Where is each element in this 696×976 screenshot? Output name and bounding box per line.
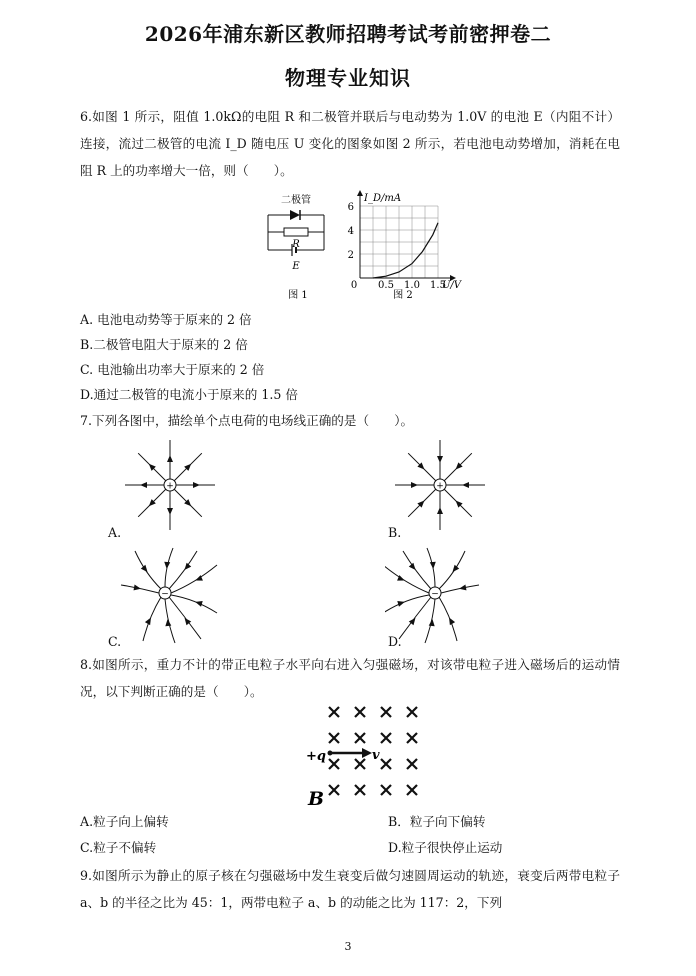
q6-option-c: C. 电池输出功率大于原来的 2 倍: [80, 362, 265, 377]
field-arrowhead: [437, 456, 443, 463]
q7-label-d: D.: [388, 634, 402, 649]
question-9-text: 9.如图所示为静止的原子核在匀强磁场中发生衰变后做匀速圆周运动的轨迹，衰变后两带电粒子 a、b 的半径之比为 45：1，两带电粒子 a、b 的动能之比为 117：2，下列: [80, 868, 620, 910]
velocity-label: v: [372, 748, 380, 763]
field-line: [121, 585, 159, 593]
charge-sign: −: [161, 589, 169, 600]
field-arrowhead: [167, 508, 173, 515]
field-line: [169, 551, 197, 589]
question-7-text: 7.下列各图中，描绘单个点电荷的电场线正确的是（ ）。: [80, 413, 414, 428]
field-arrowhead: [409, 563, 416, 570]
field-diagram-d: [385, 545, 495, 645]
field-line: [439, 597, 457, 641]
field-line: [169, 597, 201, 639]
field-line: [143, 597, 161, 641]
x-tick-label: 0: [350, 280, 358, 291]
field-arrowhead: [164, 562, 170, 569]
y-axis-arrow: [357, 190, 363, 196]
field-arrowhead: [134, 585, 141, 591]
field-line: [439, 551, 465, 589]
charge-sign: +: [436, 481, 444, 492]
q7-label-a: A.: [108, 525, 122, 540]
field-arrowhead: [430, 562, 436, 569]
iu-curve: [373, 223, 438, 278]
field-arrowhead: [141, 565, 148, 572]
q8-option-b: B．粒子向下偏转: [388, 814, 486, 829]
velocity-arrowhead: [362, 748, 372, 758]
q6-option-d: D.通过二极管的电流小于原来的 1.5 倍: [80, 387, 298, 402]
field-arrowhead: [411, 482, 418, 488]
field-label: B: [308, 788, 325, 810]
page-subtitle: 物理专业知识: [285, 66, 411, 90]
field-arrowhead: [452, 565, 459, 572]
diode-symbol: [290, 210, 300, 220]
field-line: [135, 551, 161, 589]
q6-option-b: B.二极管电阻大于原来的 2 倍: [80, 337, 248, 352]
y-axis-label: I_D/mA: [364, 193, 402, 204]
q8-option-a: A.粒子向上偏转: [80, 814, 169, 829]
page-number: 3: [344, 940, 352, 953]
q8-option-c: C.粒子不偏转: [80, 840, 157, 855]
q6-circuit-figure: [258, 190, 338, 305]
x-tick-label: 1.0: [404, 280, 420, 291]
y-tick-label: 4: [347, 226, 354, 237]
figure-1-caption: 图 1: [288, 290, 308, 301]
field-diagram-b: [385, 435, 495, 535]
q7-label-b: B.: [388, 525, 402, 540]
field-arrowhead: [167, 455, 173, 462]
field-line: [171, 595, 217, 613]
field-line: [165, 599, 175, 643]
chart-grid: [360, 206, 438, 278]
field-arrowhead: [140, 482, 147, 488]
field-diagram-c: [115, 545, 225, 645]
y-tick-label: 6: [347, 202, 354, 213]
charge-sign: +: [166, 481, 174, 492]
battery-label: E: [292, 261, 300, 272]
field-arrowhead: [459, 585, 466, 591]
q6-iu-chart: [338, 186, 468, 306]
q8-magnetic-field-figure: [300, 702, 440, 810]
page-title: 2026年浦东新区教师招聘考试考前密押卷二: [144, 22, 552, 46]
q8-option-d: D.粒子很快停止运动: [388, 840, 503, 855]
x-axis-label: U/V: [442, 280, 462, 291]
question-8-text: 8.如图所示，重力不计的带正电粒子水平向右进入匀强磁场，对该带电粒子进入磁场后的运动情况，以下判断正确的是（ ）。: [80, 657, 620, 699]
field-line: [403, 551, 431, 589]
field-arrowhead: [462, 482, 469, 488]
field-line: [399, 597, 431, 639]
y-tick-label: 2: [347, 250, 354, 261]
field-diagram-a: [115, 435, 225, 535]
diode-label: 二极管: [281, 195, 311, 206]
field-arrowhead: [184, 563, 191, 570]
field-arrowhead: [195, 601, 203, 607]
field-arrowhead: [437, 507, 443, 514]
resistor-label: R: [292, 239, 300, 250]
field-arrowhead: [193, 482, 200, 488]
q6-option-a: A. 电池电动势等于原来的 2 倍: [80, 312, 252, 327]
question-6-text: 6.如图 1 所示，阻值 1.0kΩ的电阻 R 和二极管并联后与电动势为 1.0V 的电池 E（内阻不计）连接，流过二极管的电流 I_D 随电压 U 变化的图象如图 2 所示，若电池电动势增加，消耗在电阻 R 上的功率增大一倍，则（ ）。: [80, 109, 620, 178]
field-arrowhead: [397, 601, 405, 607]
charge-label: +q: [306, 749, 326, 764]
field-line: [441, 585, 479, 593]
field-line: [425, 599, 435, 643]
figure-2-caption: 图 2: [393, 290, 413, 301]
x-tick-label: 1.5: [430, 280, 446, 291]
field-line: [385, 595, 429, 613]
charge-sign: −: [431, 589, 439, 600]
resistor-symbol: [284, 228, 308, 236]
q7-label-c: C.: [108, 634, 122, 649]
x-tick-label: 0.5: [378, 280, 394, 291]
